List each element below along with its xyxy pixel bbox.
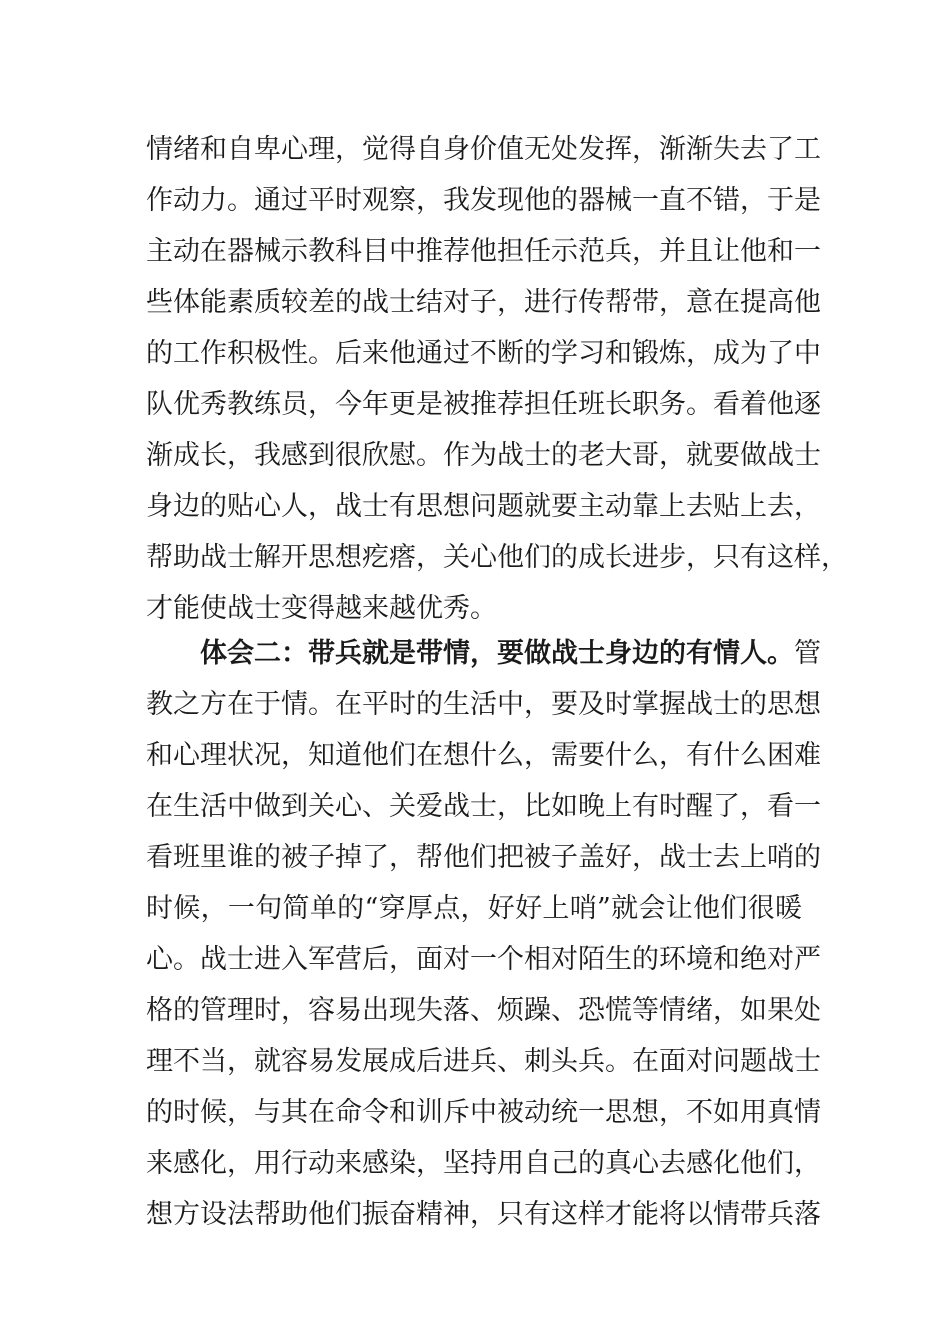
- paragraph-2-line-9: 理不当，就容易发展成后进兵、刺头兵。在面对问题战士: [146, 1046, 821, 1077]
- paragraph-1-line-6: 队优秀教练员，今年更是被推荐担任班长职务。看着他逐: [146, 389, 821, 420]
- paragraph-2-line-12: 想方设法帮助他们振奋精神，只有这样才能将以情带兵落: [146, 1199, 821, 1230]
- paragraph-2-line-3: 和心理状况，知道他们在想什么，需要什么，有什么困难: [146, 740, 821, 771]
- paragraph-2-line-10: 的时候，与其在命令和训斥中被动统一思想，不如用真情: [146, 1097, 821, 1128]
- paragraph-1-line-8: 身边的贴心人，战士有思想问题就要主动靠上去贴上去，: [146, 491, 821, 522]
- paragraph-1-line-5: 的工作积极性。后来他通过不断的学习和锻炼，成为了中: [146, 338, 821, 369]
- paragraph-2-line-1: [200, 634, 821, 674]
- paragraph-2-line-6: 时候，一句简单的“穿厚点，好好上哨”就会让他们很暖: [146, 893, 802, 924]
- paragraph-2-line-8: 格的管理时，容易出现失落、烦躁、恐慌等情绪，如果处: [146, 995, 821, 1026]
- paragraph-2-heading-continuation: 管: [794, 638, 821, 669]
- paragraph-2-heading: 体会二：带兵就是带情，要做战士身边的有情人。: [200, 638, 794, 669]
- paragraph-1-line-10: 才能使战士变得越来越优秀。: [146, 593, 497, 624]
- paragraph-2-line-5: 看班里谁的被子掉了，帮他们把被子盖好，战士去上哨的: [146, 842, 821, 873]
- paragraph-2-line-4: 在生活中做到关心、关爱战士，比如晚上有时醒了，看一: [146, 791, 821, 822]
- paragraph-1-line-1: 情绪和自卑心理，觉得自身价值无处发挥，渐渐失去了工: [146, 134, 821, 165]
- paragraph-2-line-2: 教之方在于情。在平时的生活中，要及时掌握战士的思想: [146, 689, 821, 720]
- paragraph-1-line-2: 作动力。通过平时观察，我发现他的器械一直不错，于是: [146, 185, 821, 216]
- paragraph-1-line-7: 渐成长，我感到很欣慰。作为战士的老大哥，就要做战士: [146, 440, 821, 471]
- paragraph-2-line-11: 来感化，用行动来感染，坚持用自己的真心去感化他们，: [146, 1148, 821, 1179]
- paragraph-2-line-7: 心。战士进入军营后，面对一个相对陌生的环境和绝对严: [146, 944, 821, 975]
- paragraph-1-line-3: 主动在器械示教科目中推荐他担任示范兵，并且让他和一: [146, 236, 821, 267]
- paragraph-1-line-4: 些体能素质较差的战士结对子，进行传帮带，意在提高他: [146, 287, 821, 318]
- paragraph-1-line-9: 帮助战士解开思想疙瘩，关心他们的成长进步，只有这样，: [146, 542, 848, 573]
